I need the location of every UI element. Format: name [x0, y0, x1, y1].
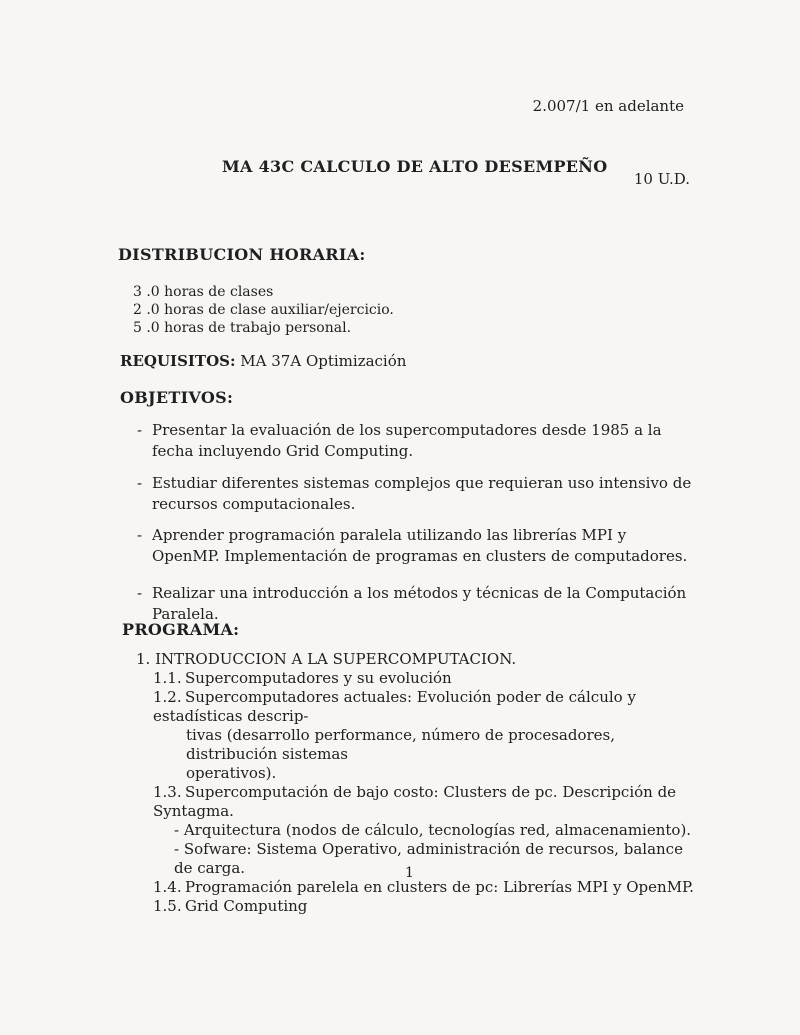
- schedule-item: 2 .0 horas de clase auxiliar/ejercicio.: [133, 302, 394, 318]
- page-number: 1: [405, 865, 414, 881]
- program-subsection: 1.3. Supercomputación de bajo costo: Clusters de pc. Descripción de Syntagma.: [153, 783, 677, 820]
- programa-heading: PROGRAMA:: [122, 620, 240, 639]
- objective-text: Estudiar diferentes sistemas complejos que requieran uso intensivo de recursos computacionales.: [152, 474, 692, 513]
- program-section-title: 1. INTRODUCCION A LA SUPERCOMPUTACION.: [136, 650, 517, 668]
- requisitos-label: REQUISITOS:: [120, 352, 236, 370]
- schedule-item: 3 .0 horas de clases: [133, 284, 274, 300]
- course-title: MA 43C CALCULO DE ALTO DESEMPEÑO: [222, 157, 608, 176]
- program-subsection-continuation: operativos).: [186, 764, 277, 782]
- date-line: 2.007/1 en adelante: [532, 97, 684, 115]
- course-units: 10 U.D.: [633, 170, 690, 188]
- objective-item: - Aprender programación paralela utilizando las librerías MPI y OpenMP. Implementación de programas en clusters de computadores.: [137, 526, 688, 565]
- program-subsection-continuation: tivas (desarrollo performance, número de procesadores, distribución sistemas: [186, 726, 615, 763]
- requisitos-value: MA 37A Optimización: [240, 352, 407, 370]
- schedule-list: [133, 283, 394, 337]
- objective-item: - Estudiar diferentes sistemas complejos que requieran uso intensivo de recursos computacionales.: [137, 474, 692, 513]
- schedule-item: 5 .0 horas de trabajo personal.: [133, 320, 352, 336]
- program-subsection: 1.1. Supercomputadores y su evolución: [153, 669, 452, 687]
- objective-item: - Realizar una introducción a los métodos y técnicas de la Computación Paralela.: [137, 584, 687, 623]
- objective-item: - Presentar la evaluación de los supercomputadores desde 1985 a la fecha incluyendo Grid Computing.: [137, 421, 662, 460]
- distribucion-heading: DISTRIBUCION HORARIA:: [118, 245, 366, 264]
- objective-text: Realizar una introducción a los métodos y técnicas de la Computación Paralela.: [152, 584, 687, 623]
- objective-text: Aprender programación paralela utilizando las librerías MPI y OpenMP. Implementación de programas en clusters de computadores.: [152, 526, 688, 565]
- program-bullet: - Arquitectura (nodos de cálculo, tecnologías red, almacenamiento).: [174, 821, 692, 839]
- requisitos: [120, 352, 406, 370]
- objective-text: Presentar la evaluación de los supercomputadores desde 1985 a la fecha incluyendo Grid Computing.: [152, 421, 662, 460]
- program-section: [136, 650, 696, 916]
- program-bullet: - Sofware: Sistema Operativo, administración de recursos, balance de carga.: [174, 840, 683, 877]
- objetivos-heading: OBJETIVOS:: [120, 388, 234, 407]
- program-subsection: 1.2. Supercomputadores actuales: Evolución poder de cálculo y estadísticas descrip-: [153, 688, 636, 725]
- program-subsection: 1.5. Grid Computing: [153, 897, 308, 915]
- program-subsection: 1.4. Programación parelela en clusters de pc: Librerías MPI y OpenMP.: [153, 878, 694, 896]
